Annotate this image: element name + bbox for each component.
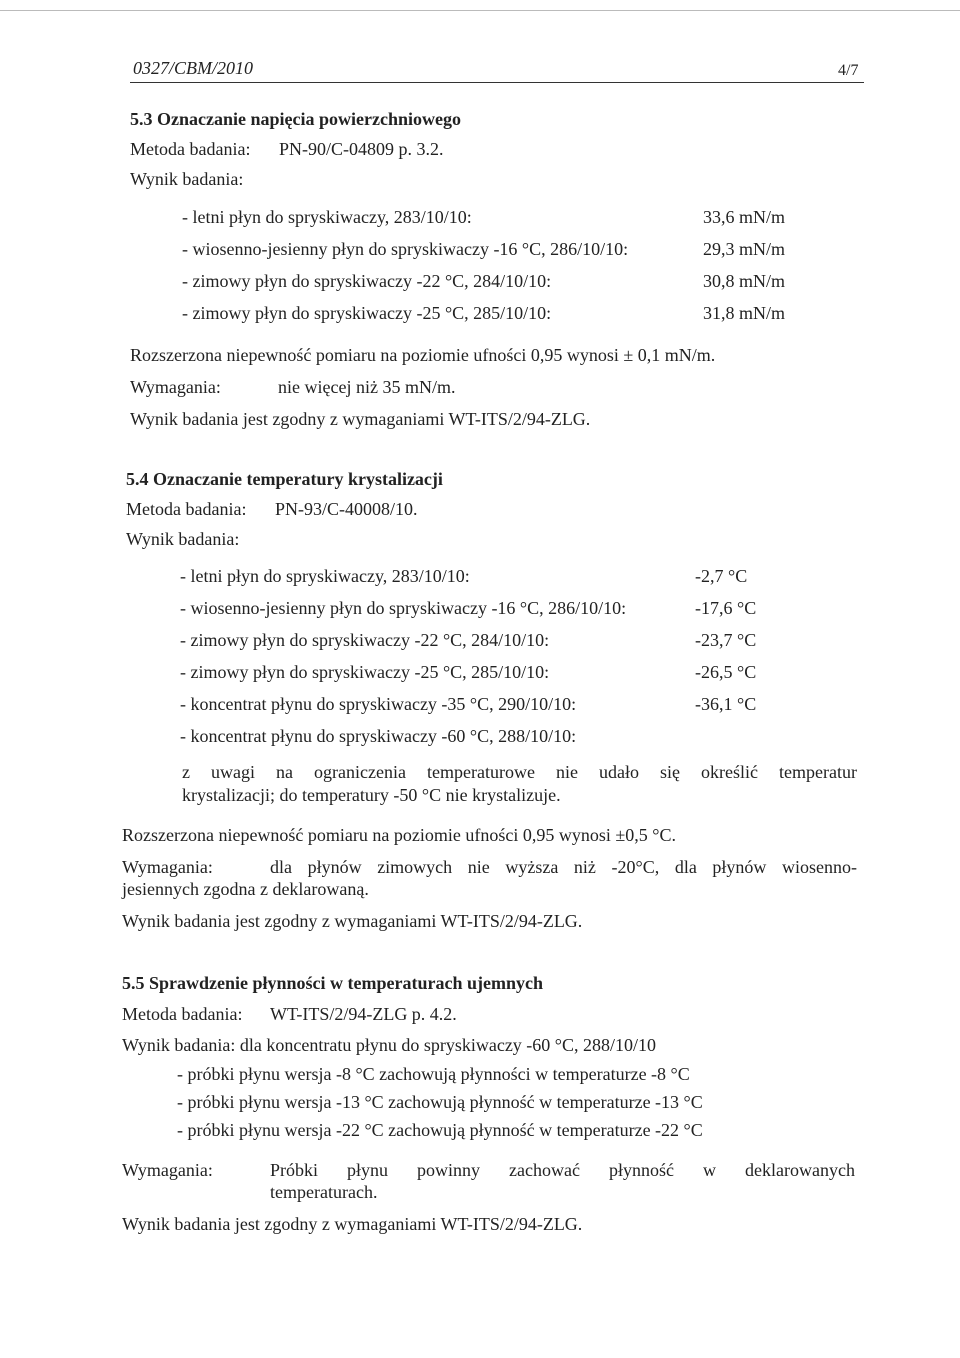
section-5-4-note-line-1: z uwagi na ograniczenia temperaturowe nie udało się określić temperatur [182, 762, 857, 782]
s55-item-3: - próbki płynu wersja -22 °C zachowują płynność w temperaturze -22 °C [177, 1120, 703, 1140]
header-rule [130, 82, 864, 83]
section-5-3-method-value: PN-90/C-04809 p. 3.2. [279, 139, 444, 159]
section-5-5-method-value: WT-ITS/2/94-ZLG p. 4.2. [270, 1004, 457, 1024]
section-5-5-requirements-line-1: Próbki płynu powinny zachować płynność w deklarowanych [270, 1160, 855, 1180]
section-5-5-result-line: Wynik badania: dla koncentratu płynu do spryskiwaczy -60 °C, 288/10/10 [122, 1035, 657, 1055]
s53-result-label-3: - zimowy płyn do spryskiwaczy -22 °C, 284/10/10: [182, 271, 552, 291]
s54-result-value-1: -2,7 °C [695, 566, 748, 586]
section-5-5-method-label: Metoda badania: [122, 1004, 243, 1024]
s53-result-label-4: - zimowy płyn do spryskiwaczy -25 °C, 285/10/10: [182, 303, 552, 323]
s53-result-value-4: 31,8 mN/m [703, 303, 786, 323]
s55-item-1: - próbki płynu wersja -8 °C zachowują płynności w temperaturze -8 °C [177, 1064, 690, 1084]
section-5-5-requirements-line-2: temperaturach. [270, 1182, 378, 1202]
section-5-5-conclusion: Wynik badania jest zgodny z wymaganiami WT-ITS/2/94-ZLG. [122, 1214, 583, 1234]
s54-result-label-2: - wiosenno-jesienny płyn do spryskiwaczy -16 °C, 286/10/10: [180, 598, 627, 618]
s54-result-label-4: - zimowy płyn do spryskiwaczy -25 °C, 285/10/10: [180, 662, 550, 682]
section-5-4-requirements-line-1: dla płynów zimowych nie wyższa niż -20°C, dla płynów wiosenno- [270, 857, 857, 877]
section-5-3-uncertainty: Rozszerzona niepewność pomiaru na poziomie ufności 0,95 wynosi ± 0,1 mN/m. [130, 345, 716, 365]
section-5-4-method-value: PN-93/C-40008/10. [275, 499, 418, 519]
section-5-3-result-label: Wynik badania: [130, 169, 244, 189]
s54-result-value-5: -36,1 °C [695, 694, 757, 714]
section-5-4-conclusion: Wynik badania jest zgodny z wymaganiami WT-ITS/2/94-ZLG. [122, 911, 583, 931]
section-5-3-method-label: Metoda badania: [130, 139, 251, 159]
section-5-3-requirements-label: Wymagania: [130, 377, 221, 397]
s53-result-value-1: 33,6 mN/m [703, 207, 786, 227]
s54-result-label-6: - koncentrat płynu do spryskiwaczy -60 °C, 288/10/10: [180, 726, 577, 746]
document-id: 0327/CBM/2010 [133, 58, 253, 78]
section-5-4-method-label: Metoda badania: [126, 499, 247, 519]
section-5-4-requirements-line-2: jesiennych zgodna z deklarowaną. [122, 879, 369, 899]
s55-item-2: - próbki płynu wersja -13 °C zachowują płynność w temperaturze -13 °C [177, 1092, 703, 1112]
section-5-5-requirements-label: Wymagania: [122, 1160, 213, 1180]
scan-edge-line [0, 10, 960, 11]
s54-result-label-1: - letni płyn do spryskiwaczy, 283/10/10: [180, 566, 470, 586]
section-5-4-heading: 5.4 Oznaczanie temperatury krystalizacji [126, 469, 443, 489]
s53-result-label-2: - wiosenno-jesienny płyn do spryskiwaczy -16 °C, 286/10/10: [182, 239, 629, 259]
s53-result-value-3: 30,8 mN/m [703, 271, 786, 291]
s53-result-value-2: 29,3 mN/m [703, 239, 786, 259]
section-5-3-conclusion: Wynik badania jest zgodny z wymaganiami WT-ITS/2/94-ZLG. [130, 409, 591, 429]
s54-result-value-4: -26,5 °C [695, 662, 757, 682]
section-5-3-requirements-value: nie więcej niż 35 mN/m. [278, 377, 456, 397]
s54-result-value-3: -23,7 °C [695, 630, 757, 650]
s54-result-label-3: - zimowy płyn do spryskiwaczy -22 °C, 284/10/10: [180, 630, 550, 650]
section-5-4-note-line-2: krystalizacji; do temperatury -50 °C nie krystalizuje. [182, 785, 561, 805]
section-5-4-requirements-label: Wymagania: [122, 857, 213, 877]
s54-result-label-5: - koncentrat płynu do spryskiwaczy -35 °C, 290/10/10: [180, 694, 577, 714]
section-5-4-result-label: Wynik badania: [126, 529, 240, 549]
s53-result-label-1: - letni płyn do spryskiwaczy, 283/10/10: [182, 207, 472, 227]
section-5-4-uncertainty: Rozszerzona niepewność pomiaru na poziomie ufności 0,95 wynosi ±0,5 °C. [122, 825, 676, 845]
page-number: 4/7 [838, 62, 859, 79]
section-5-3-heading: 5.3 Oznaczanie napięcia powierzchniowego [130, 109, 461, 129]
section-5-5-heading: 5.5 Sprawdzenie płynności w temperaturach ujemnych [122, 973, 543, 993]
s54-result-value-2: -17,6 °C [695, 598, 757, 618]
